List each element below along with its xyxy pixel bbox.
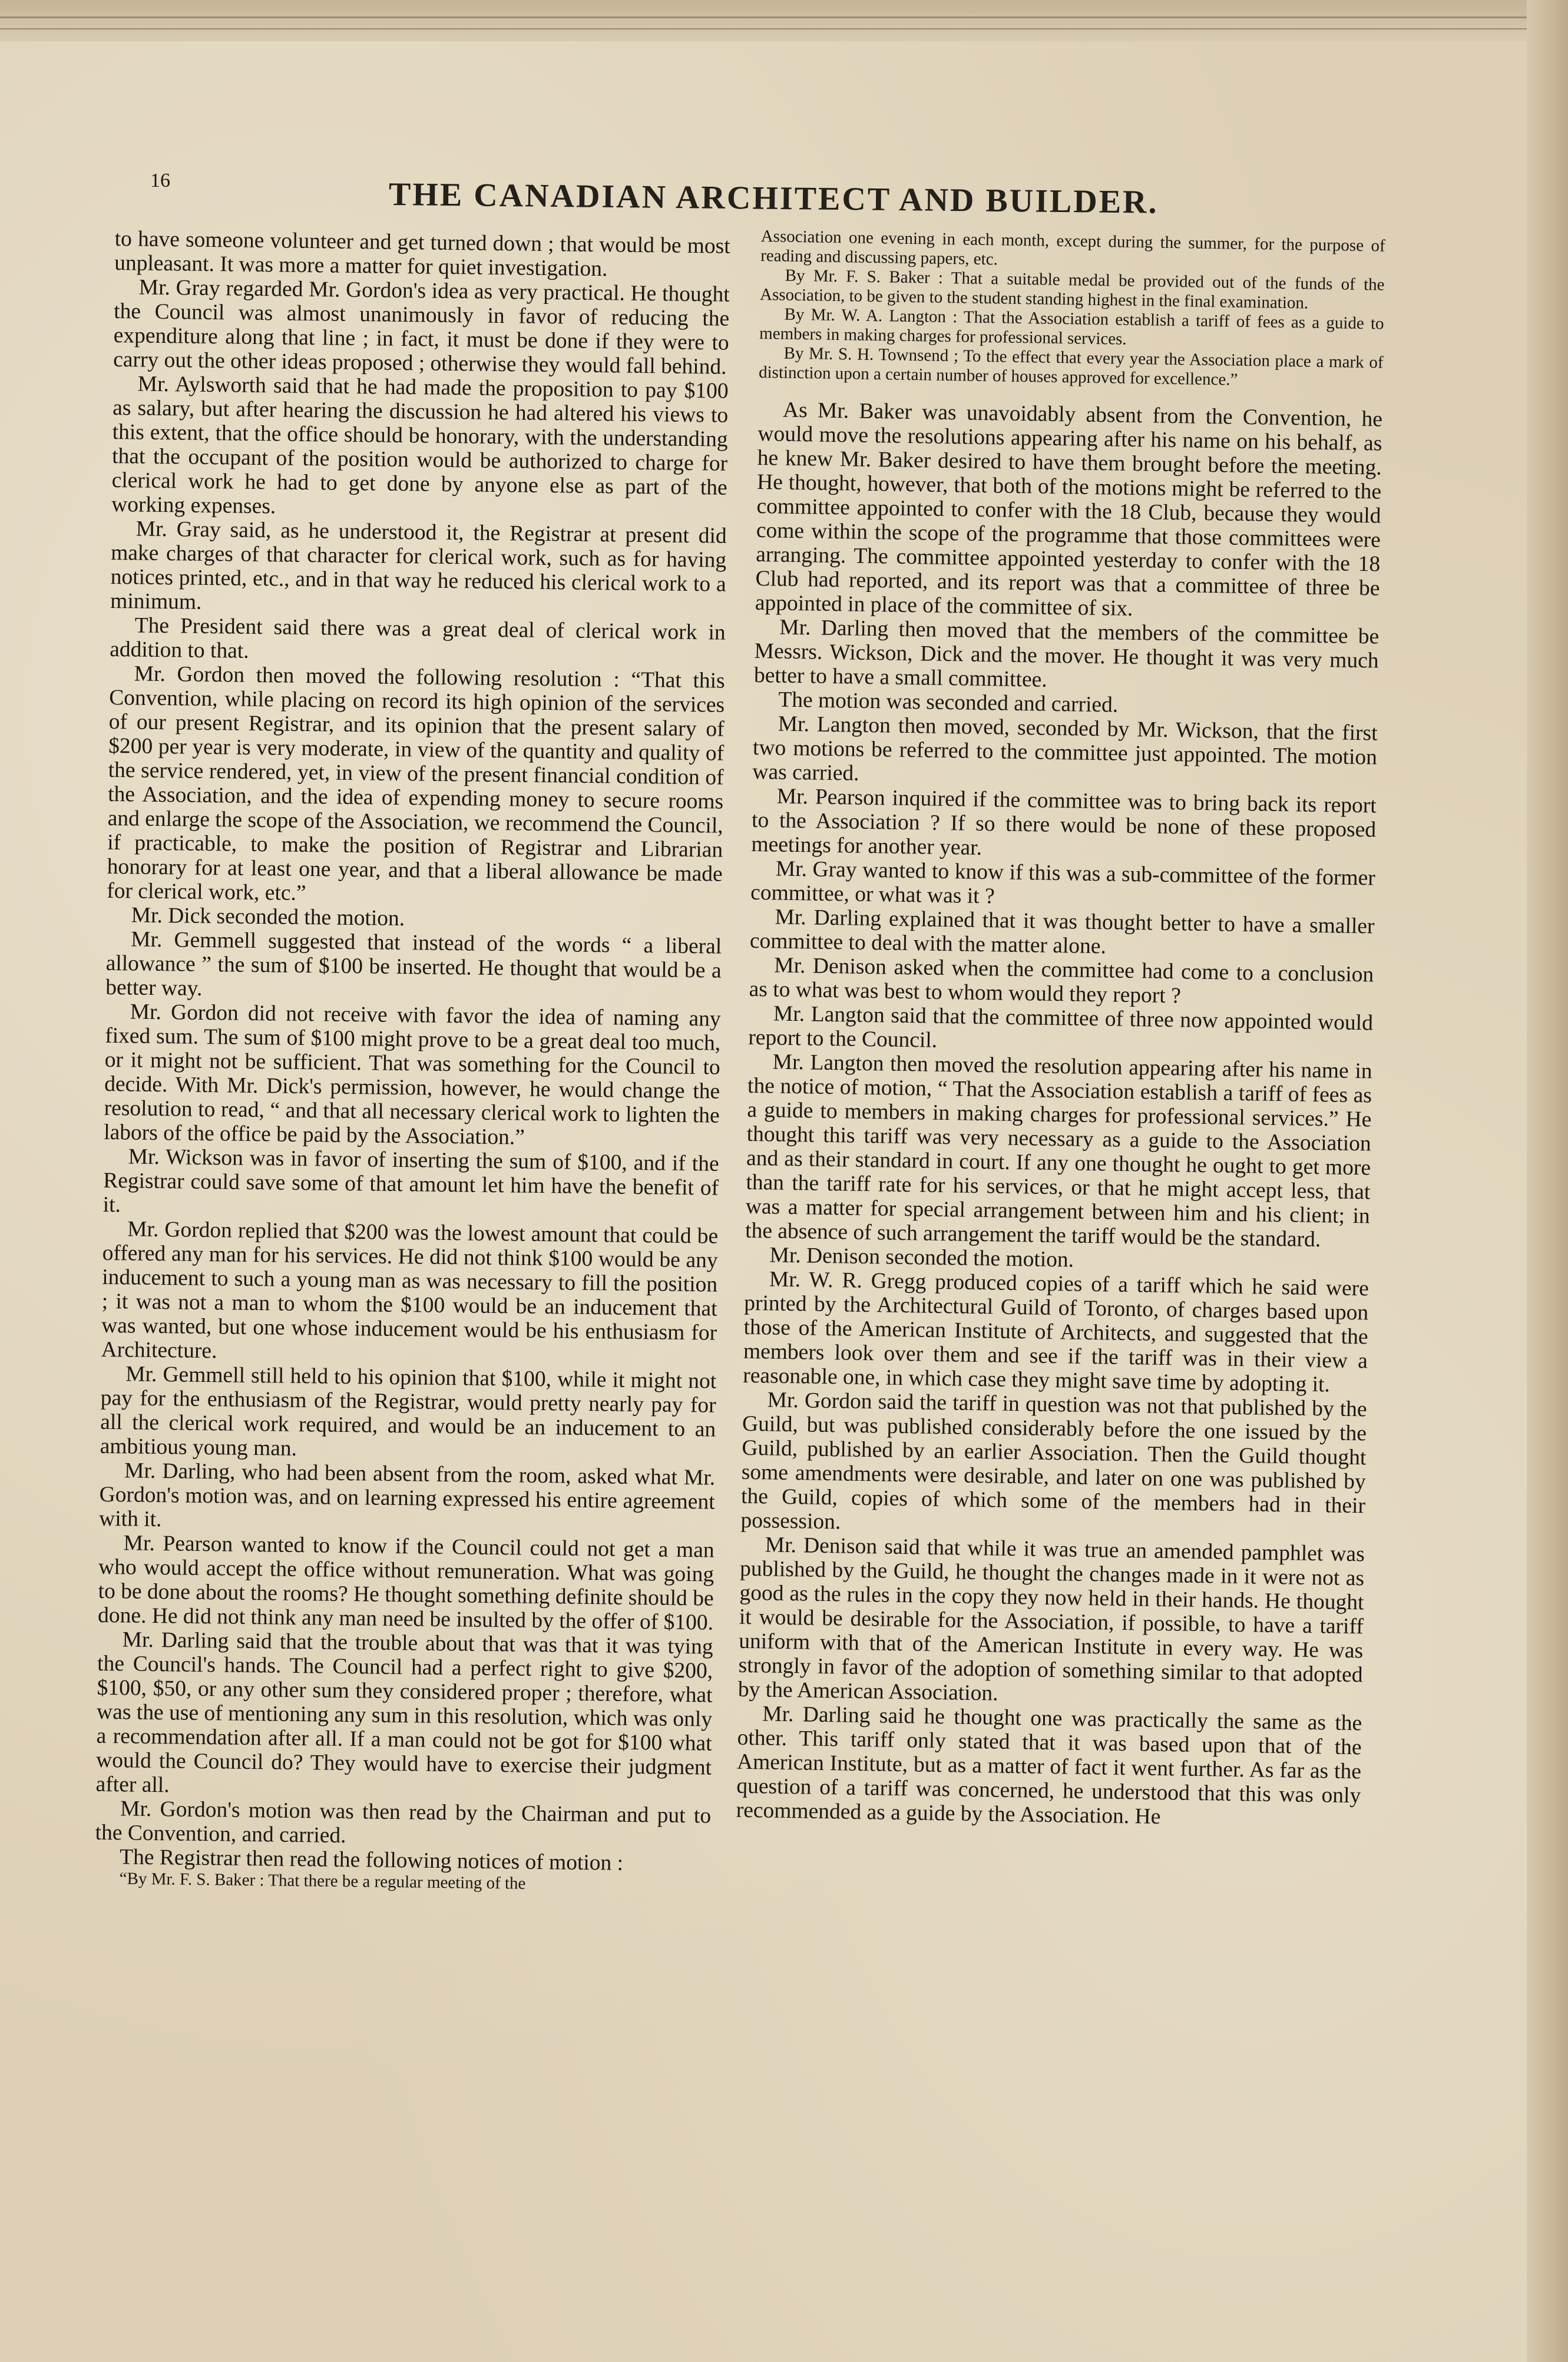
paragraph: Mr. Gordon said the tariff in question was not that published by the Guild, but was published considerably before the one issued by the Guild, published by an earlier Association. Then the Guild thought some amendments were desirable, and later on one was published by the Guild, copies of which some of the members had in their possession.: [740, 1388, 1367, 1534]
paragraph: to have someone volunteer and get turned down ; that would be most unpleasant. It was more a matter for quiet investigation.: [114, 227, 730, 282]
paragraph: The Registrar then read the following notices of motion :: [119, 1845, 624, 1875]
running-title: THE CANADIAN ARCHITECT AND BUILDER.: [388, 176, 1159, 221]
top-rule-line: [0, 16, 1531, 18]
paragraph: Mr. Denison said that while it was true an amended pamphlet was published by the Guild, he thought the changes made in it were not as good as the rules in the copy they now held in their hands. He thought it would be desirable for the Association, if possible, to have a tariff uniform with that of the American Institute in every way. He was strongly in favor of the adoption of something similar to that adopted by the American Association.: [737, 1533, 1365, 1706]
paragraph: Mr. Darling said that the trouble about that was that it was tying the Council's hands. The Council had a perfect right to give $200, $100, $50, or any other sum they considered proper ; therefore, what was the use of mentioning any sum in this resolution, which was only a recommendation after all. If a man could not be got for $100 what would the Council do? They would have to exercise their judgment after all.: [95, 1627, 713, 1798]
paragraph: Mr. Gemmell still held to his opinion that $100, while it might not pay for the enthusiasm of the Registrar, would pretty nearly pay for all the clerical work required, and would be an inducement to an ambitious young man.: [100, 1362, 717, 1461]
paragraph: Mr. Gordon did not receive with favor the idea of naming any fixed sum. The sum of $100 might prove to be a great deal too much, or it might not be sufficient. That was something for the Council to decide. With Mr. Dick's permission, however, he would change the resolution to read, “ and that all necessary clerical work to lighten the labors of the office be paid by the Association.”: [103, 1000, 721, 1150]
paragraph: Mr. Gordon's motion was then read by the Chairman and put to the Convention, and carried.: [95, 1797, 712, 1848]
page-right-edge: [1527, 0, 1568, 2362]
paragraph: Mr. Langton then moved the resolution appearing after his name in the notice of motion, “ That the Association establish a tariff of fees as a guide to members in making charges for professional services.” He thought this tariff was very necessary as a guide to the Association and as their standard in court. If any one thought he ought to get more than the tariff rate for his services, or that he might accept less, that was a matter for special arrangement between him and his client; in the absence of such arrangement the tariff would be the standard.: [745, 1050, 1372, 1252]
paragraph: Mr. Gordon then moved the following resolution : “That this Convention, while placing on record its high opinion of the services of our present Registrar, and its opinion that the present salary of $200 per year is very moderate, in view of the quantity and quality of the service rendered, yet, in view of the present financial condition of the Association, and the idea of expending money to secure rooms and enlarge the scope of the Association, we recommend the Council, if practicable, to make the position of Registrar and Librarian honorary for at least one year, and that a liberal allowance be made for clerical work, etc.”: [106, 661, 725, 906]
paragraph: Mr. Pearson inquired if the committee was to bring back its report to the Association ? If so there would be none of these proposed meetings for another year.: [751, 784, 1377, 861]
notice-of-motion: “By Mr. F. S. Baker : That there be a regular meeting of the: [119, 1869, 526, 1893]
notice-of-motion: By Mr. F. S. Baker : That a suitable medal be provided out of the funds of the Association, to be given to the student standing highest in the final examination.: [759, 266, 1385, 313]
paragraph: Mr. Gray regarded Mr. Gordon's idea as very practical. He thought the Council was almost unanimously in favor of reducing the expenditure along that line ; in fact, it must be done if they were to carry out the other ideas proposed ; otherwise they would fall behind.: [113, 275, 730, 379]
paragraph: The President said there was a great deal of clerical work in addition to that.: [109, 613, 726, 663]
paragraph: Mr. Wickson was in favor of inserting the sum of $100, and if the Registrar could save some of that amount let him have the benefit of it.: [102, 1144, 719, 1218]
paragraph: Mr. Denison seconded the motion.: [769, 1243, 1074, 1272]
paragraph: Mr. Gray wanted to know if this was a sub-committee of the former committee, or what was it ?: [750, 856, 1376, 909]
page-top-edge: [0, 0, 1568, 41]
left-column: [95, 227, 730, 1896]
paragraph: Mr. Gray said, as he understood it, the Registrar at present did make charges of that character for clerical work, such as for having notices printed, etc., and in that way he reduced his clerical work to a minimum.: [110, 517, 727, 614]
paragraph: Mr. Pearson wanted to know if the Council could not get a man who would accept the office without remuneration. What was going to be done about the rooms? He thought something definite should be done. He did not think any man need be insulted by the offer of $100.: [97, 1531, 714, 1635]
paragraph: Mr. Aylsworth said that he had made the proposition to pay $100 as salary, but after hearing the discussion he had altered his views to this extent, that the office should be honorary, with the understanding that the occupant of the position would be authorized to charge for clerical work he had to get done by anyone else as part of the working expenses.: [111, 372, 729, 519]
paragraph: Mr. Darling, who had been absent from the room, asked what Mr. Gordon's motion was, and on learning expressed his entire agreement with it.: [98, 1458, 716, 1532]
paragraph: As Mr. Baker was unavoidably absent from the Convention, he would move the resolutions appearing after his name on his behalf, as he knew Mr. Baker desired to have them brought before the meeting. He thought, however, that both of the motions might be referred to the committee appointed to confer with the 18 Club, because they would come within the scope of the programme that those committees were arranging. The committee appointed yesterday to confer with the 18 Club had reported, and its report was that a committee of three be appointed in place of the committee of six.: [755, 398, 1383, 621]
paragraph: Mr. Darling said he thought one was practically the same as the other. This tariff only stated that it was based upon that of the American Institute, but as a matter of fact it went further. As far as the question of a tariff was concerned, he understood that this was only recommended as a guide by the Association. He: [736, 1702, 1362, 1829]
notice-of-motion: Association one evening in each month, except during the summer, for the purpose of reading and discussing papers, etc.: [760, 227, 1385, 269]
top-rule-line: [0, 28, 1531, 29]
paragraph: Mr. Darling then moved that the members of the committee be Messrs. Wickson, Dick and the mover. He thought it was very much better to have a small committee.: [753, 615, 1380, 692]
paragraph: Mr. Gemmell suggested that instead of the words “ a liberal allowance ” the sum of $100 be inserted. He thought that would be a better way.: [105, 927, 722, 1001]
right-column: [736, 227, 1385, 1832]
page-number: 16: [150, 170, 170, 191]
notice-of-motion: By Mr. S. H. Townsend ; To the effect that every year the Association place a mark of distinction upon a certain number of houses approved for excellence.”: [758, 343, 1384, 389]
paragraph: Mr. Dick seconded the motion.: [131, 903, 405, 931]
paragraph: Mr. Denison asked when the committee had come to a conclusion as to what was best to whom would they report ?: [749, 953, 1374, 1008]
paragraph: Mr. W. R. Gregg produced copies of a tariff which he said were printed by the Architectural Guild of Toronto, of charges based upon those of the American Institute of Architects, and suggested that the members look over them and see if the tariff was in their view a reasonable one, in which case they might save time by adopting it.: [743, 1267, 1369, 1397]
paragraph: Mr. Langton said that the committee of three now appointed would report to the Council.: [748, 1001, 1374, 1053]
paragraph: Mr. Darling explained that it was thought better to have a smaller committee to deal with the matter alone.: [749, 905, 1375, 959]
notice-of-motion: By Mr. W. A. Langton : That the Association establish a tariff of fees as a guide to members in making charges for professional services.: [759, 305, 1384, 349]
paragraph: Mr. Gordon replied that $200 was the lowest amount that could be offered any man for his services. He did not think $100 would be any inducement to such a young man as was necessary to fill the position ; it was not a man to whom the $100 would be an inducement that was wanted, but one whose inducement would be his enthusiasm for Architecture.: [101, 1217, 719, 1364]
paragraph: The motion was seconded and carried.: [778, 687, 1119, 717]
paragraph: Mr. Langton then moved, seconded by Mr. Wickson, that the first two motions be referred to the committee just appointed. The motion was carried.: [752, 712, 1378, 786]
